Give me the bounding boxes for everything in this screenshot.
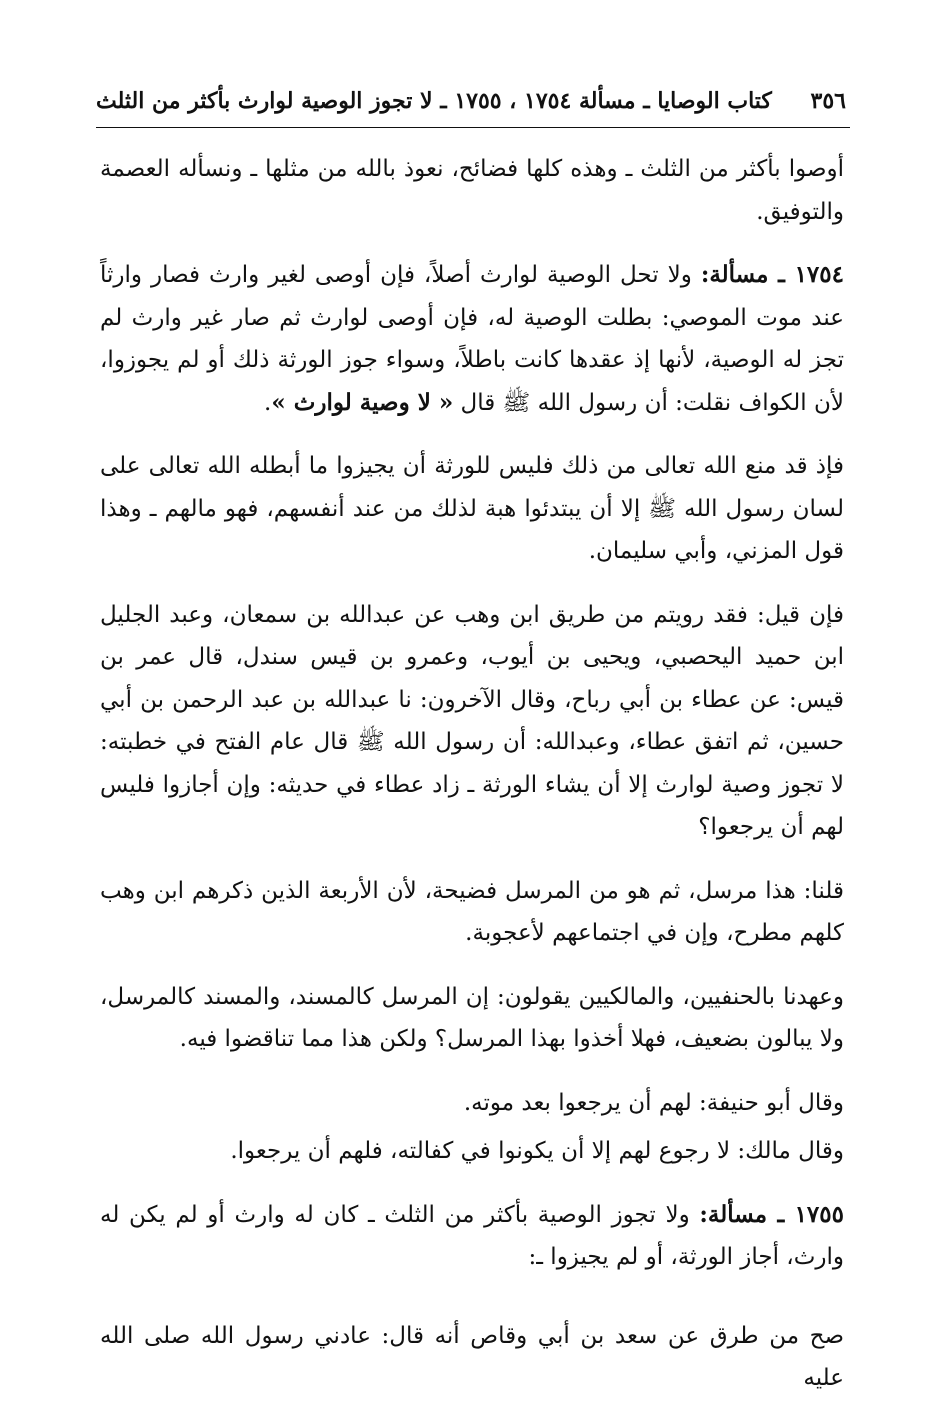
paragraph-text-end: . bbox=[264, 389, 272, 416]
paragraph-3 bbox=[100, 445, 844, 573]
paragraph-text: ولا تجوز الوصية بأكثر من الثلث ـ كان له وارث أو لم يكن له وارث، أجاز الورثة، أو لم يجيزوا ـ: bbox=[100, 1201, 844, 1270]
header-rule bbox=[96, 127, 850, 128]
paragraph-4 bbox=[100, 594, 844, 849]
paragraph-6 bbox=[100, 976, 844, 1061]
hadith-quote: « لا وصية لوارث » bbox=[271, 388, 454, 416]
paragraph-7 bbox=[100, 1082, 844, 1125]
paragraph-masala-1755 bbox=[100, 1194, 844, 1279]
paragraph-text: فإن قيل: فقد رويتم من طريق ابن وهب عن عبدالله بن سمعان، وعبد الجليل ابن حميد اليحصبي، ويحيى بن أيوب، وعمرو بن قيس سندل، قال عمر بن قيس: عن عطاء بن أبي رباح، وقال الآخرون: نا عبدالله بن عبد الرحمن بن أبي حسين، ثم اتفق عطاء، وعبدالله: أن رسول الله ﷺ قال عام الفتح في خطبته: لا تجوز وصية لوارث إلا أن يشاء الورثة ـ زاد عطاء في حديثه: وإن أجازوا فليس لهم أن يرجعوا؟ bbox=[100, 601, 844, 840]
paragraph-text: وقال أبو حنيفة: لهم أن يرجعوا بعد موته. bbox=[463, 1089, 844, 1116]
paragraph-5 bbox=[100, 870, 844, 955]
page-number: ٣٥٦ bbox=[810, 88, 846, 114]
paragraph-text: ولا تحل الوصية لوارث أصلاً، فإن أوصى لغير وارث فصار وارثاً عند موت الموصي: بطلت الوصية له، فإن أوصى لوارث ثم صار غير وارث لم تجز له الوصية، لأنها إذ عقدها كانت باطلاً، وسواء جوز الورثة ذلك أو لم يجوزوا، لأن الكواف نقلت: أن رسول الله ﷺ قال bbox=[100, 262, 844, 416]
masala-heading: ١٧٥٥ ـ مسألة: bbox=[699, 1200, 844, 1228]
paragraph-text: وقال مالك: لا رجوع لهم إلا أن يكونوا في كفالته، فلهم أن يرجعوا. bbox=[230, 1138, 844, 1164]
paragraph-text: وعهدنا بالحنفيين، والمالكيين يقولون: إن المرسل كالمسند، والمسند كالمرسل، ولا يبالون بضعيف، فهلا أخذوا بهذا المرسل؟ ولكن هذا مما تناقضوا فيه. bbox=[100, 983, 844, 1052]
masala-heading: ١٧٥٤ ـ مسألة: bbox=[700, 261, 844, 288]
running-title: كتاب الوصايا ـ مسألة ١٧٥٤ ، ١٧٥٥ ـ لا تجوز الوصية لوارث بأكثر من الثلث bbox=[96, 88, 772, 114]
paragraph-text: فإذ قد منع الله تعالى من ذلك فليس للورثة أن يجيزوا ما أبطله الله تعالى على لسان رسول الله ﷺ إلا أن يبتدئوا هبة لذلك من عند أنفسهم، فهو مالهم ـ وهذا قول المزني، وأبي سليمان. bbox=[100, 453, 844, 564]
paragraph-10 bbox=[100, 1315, 844, 1400]
paragraph-masala-1754 bbox=[100, 254, 844, 424]
paragraph-text: صح من طرق عن سعد بن أبي وقاص أنه قال: عادني رسول الله صلى الله عليه bbox=[100, 1322, 844, 1391]
main-text bbox=[100, 148, 844, 1421]
running-header bbox=[96, 78, 846, 124]
paragraph-text: قلنا: هذا مرسل، ثم هو من المرسل فضيحة، لأن الأربعة الذين ذكرهم ابن وهب كلهم مطرح، وإن في اجتماعهم لأعجوبة. bbox=[100, 877, 844, 946]
paragraph-text: أوصوا بأكثر من الثلث ـ وهذه كلها فضائح، نعوذ بالله من مثلها ـ ونسأله العصمة والتوفيق. bbox=[100, 156, 844, 225]
paragraph-8 bbox=[100, 1130, 844, 1173]
paragraph-1 bbox=[100, 148, 844, 233]
